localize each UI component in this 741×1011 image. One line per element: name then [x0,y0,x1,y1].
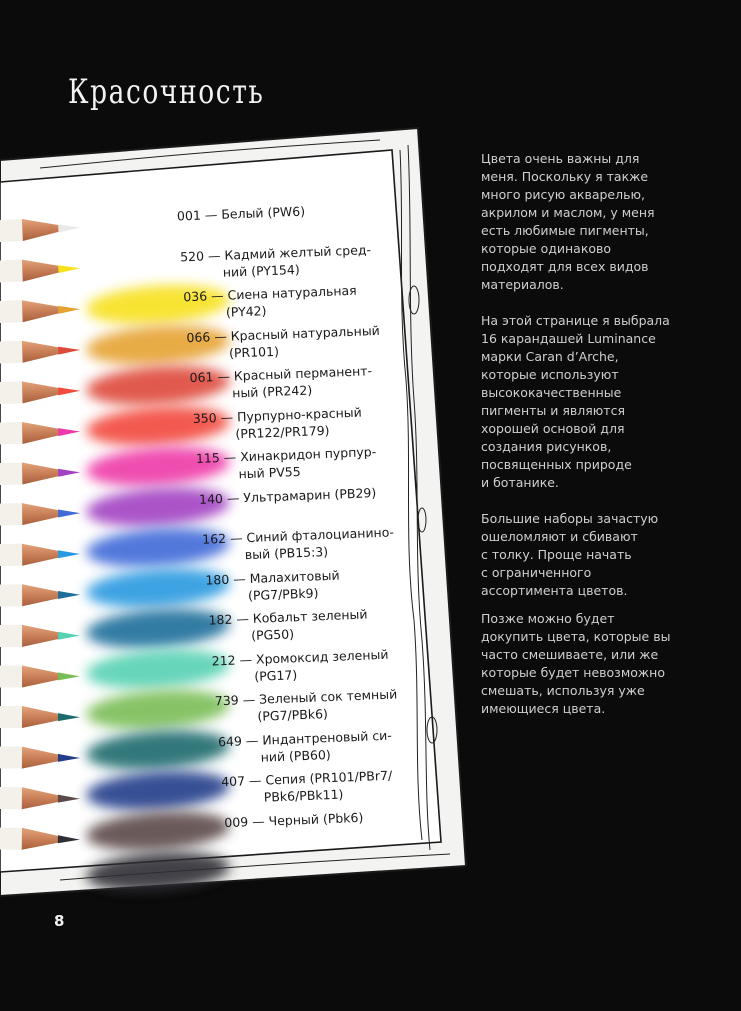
paragraph-line: хорошей основой для [481,421,625,436]
page-title: Красочность [68,72,265,112]
paragraph-line: пигменты и являются [481,403,625,418]
swatch-label: 066 — Красный натуральный [186,322,381,345]
swatch-label: (PR122/PR179) [235,422,330,441]
paragraph-line: На этой странице я выбрала [481,313,670,328]
paragraph-line: которые будет невозможно [481,665,665,680]
swatch-label: 009 — Черный (Pbk6) [224,809,364,830]
page-number: 8 [54,912,65,930]
swatch-label: 212 — Хромоксид зеленый [211,646,389,669]
swatch-label: 140 — Ультрамарин (PB29) [198,484,377,507]
swatch-label: 115 — Хинакридон пурпур- [195,444,377,466]
swatch-label: (PY42) [225,303,267,320]
swatch-label: (PG7/PBk6) [257,706,329,724]
paragraph-line: марки Caran d’Arche, [481,349,619,364]
paragraph-line: имеющиеся цвета. [481,701,606,716]
paragraph-line: ассортимента цветов. [481,583,628,598]
paragraph-line: много рисую акварелью, [481,187,645,202]
paragraph-line: Цвета очень важны для [481,151,640,166]
paragraph-line: часто смешиваете, или же [481,647,659,662]
swatch-label: ный (PR242) [231,382,313,401]
swatch-label: (PR101) [228,343,280,361]
paragraph-line: есть любимые пигменты, [481,223,649,238]
swatch-label: 036 — Сиена натуральная [183,282,357,305]
swatch-label: ний (PY154) [222,261,300,280]
swatch-label: 182 — Кобальт зеленый [208,606,368,628]
swatch-label: (PG7/PBk9) [247,584,319,603]
swatch-label: 001 — Белый (PW6) [176,203,306,224]
swatch-label: 162 — Синий фталоцианино- [201,524,395,547]
paragraph-line: материалов. [481,277,564,292]
swatch-label: 180 — Малахитовый [205,567,340,588]
paragraph-line: высококачественные [481,385,622,400]
paragraph-line: с толку. Проще начать [481,547,632,562]
swatch-label: PBk6/PBk11) [263,786,344,805]
swatch-label: 520 — Кадмий желтый сред- [179,241,372,264]
paragraph-line: докупить цвета, которые вы [481,629,671,644]
paragraph-line: Большие наборы зачастую [481,511,659,526]
swatch-label: вый (PB15:3) [244,543,329,563]
side-paragraph-2 [481,312,711,492]
paragraph-line: смешать, используя уже [481,683,645,698]
swatch-label: 407 — Сепия (PR101/PBr7/ [220,767,393,790]
swatch-label: 649 — Индантреновый си- [217,727,393,749]
paragraph-line: меня. Поскольку я также [481,169,649,184]
paragraph-line: которые одинаково [481,241,612,256]
swatch-label: (PG50) [250,626,295,643]
side-paragraph-4 [481,610,711,718]
swatch-label: ний (PB60) [260,746,332,765]
swatch-label: 350 — Пурпурно-красный [192,404,363,426]
swatch-label: 739 — Зеленый сок темный [214,686,398,709]
paragraph-line: которые используют [481,367,619,382]
paragraph-line: акрилом и маслом, у меня [481,205,655,220]
swatch-label: ный PV55 [238,463,301,482]
paragraph-line: с ограниченного [481,565,592,580]
paragraph-line: посвященных природе [481,457,632,472]
paragraph-line: и ботанике. [481,475,559,490]
swatch-label: 061 — Красный перманент- [189,363,373,386]
paragraph-line: ошеломляют и сбивают [481,529,638,544]
paragraph-line: подходят для всех видов [481,259,649,274]
paragraph-line: создания рисунков, [481,439,612,454]
side-paragraph-1 [481,150,711,294]
side-paragraph-3 [481,510,711,600]
swatch-label: (PG17) [254,666,298,684]
paragraph-line: Позже можно будет [481,611,615,626]
paragraph-line: 16 карандашей Luminance [481,331,656,346]
